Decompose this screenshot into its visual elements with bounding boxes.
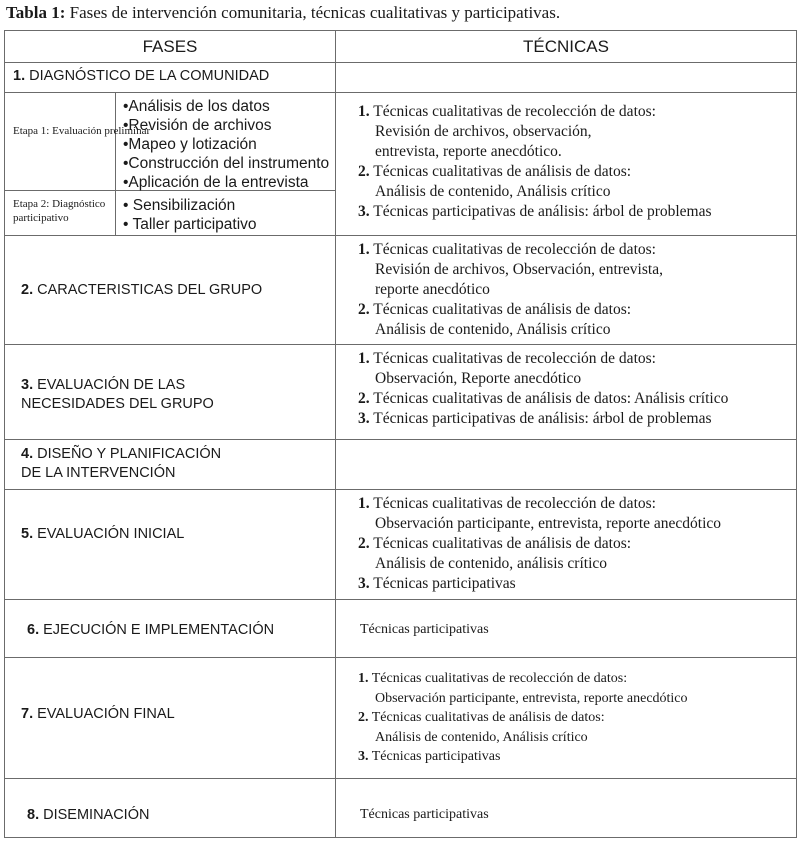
list-item: 2. Técnicas cualitativas de análisis de datos: <box>358 710 605 725</box>
techniques-cell <box>336 345 796 439</box>
table-row <box>5 92 796 235</box>
list-item: Revisión de archivos, Observación, entrevista, <box>375 261 663 278</box>
list-item: Análisis de contenido, Análisis crítico <box>375 321 611 338</box>
list-item: 3. Técnicas participativas <box>358 749 501 764</box>
tech-plain: Técnicas participativas <box>360 807 489 822</box>
phase-3-title: 3. EVALUACIÓN DE LAS NECESIDADES DEL GRUPO <box>21 377 214 412</box>
list-item: 3. Técnicas participativas de análisis: árbol de problemas <box>358 410 712 427</box>
etapa-2-label: Etapa 2: Diagnóstico participativo <box>13 198 106 224</box>
etapa-1-list <box>123 97 329 192</box>
phase-4-title: 4. DISEÑO Y PLANIFICACIÓN DE LA INTERVENCIÓN <box>21 446 222 481</box>
list-item: •Construcción del instrumento <box>123 155 330 172</box>
table-row <box>5 657 796 778</box>
list-item: •Revisión de archivos <box>123 117 272 134</box>
caption-text: Fases de intervención comunitaria, técnicas cualitativas y participativas. <box>65 3 561 22</box>
list-item: 1. Técnicas cualitativas de recolección de datos: <box>358 241 656 258</box>
table-row <box>5 489 796 599</box>
list-item: 1. Técnicas cualitativas de recolección de datos: <box>358 350 656 367</box>
list-item: •Mapeo y lotización <box>123 136 257 153</box>
techniques-cell <box>336 658 796 778</box>
list-item: 1. Técnicas cualitativas de recolección de datos: <box>358 671 628 686</box>
list-item: 1. Técnicas cualitativas de recolección de datos: <box>358 103 656 120</box>
list-item: •Aplicación de la entrevista <box>123 174 309 191</box>
tech-list <box>358 240 663 340</box>
list-item: Observación, Reporte anecdótico <box>375 370 582 387</box>
list-item: 1. Técnicas cualitativas de recolección de datos: <box>358 495 656 512</box>
list-item: •Análisis de los datos <box>123 98 270 115</box>
table-row <box>5 599 796 657</box>
tech-list <box>358 669 688 767</box>
list-item: Análisis de contenido, Análisis crítico <box>375 729 588 745</box>
list-item: Revisión de archivos, observación, <box>375 123 592 140</box>
list-item: • Taller participativo <box>123 216 257 233</box>
table-caption <box>6 3 560 23</box>
table-row <box>5 62 796 92</box>
list-item: reporte anecdótico <box>375 281 490 298</box>
list-item: • Sensibilización <box>123 197 236 214</box>
list-item: 3. Técnicas participativas <box>358 575 516 592</box>
phase-1-title: 1. DIAGNÓSTICO DE LA COMUNIDAD <box>13 68 270 84</box>
list-item: 2. Técnicas cualitativas de análisis de datos: <box>358 535 632 552</box>
etapa-2-list <box>123 196 257 234</box>
tech-plain: Técnicas participativas <box>360 622 489 637</box>
list-item: 3. Técnicas participativas de análisis: árbol de problemas <box>358 203 712 220</box>
techniques-cell <box>336 490 796 599</box>
list-item: 2. Técnicas cualitativas de análisis de datos: Análisis crítico <box>358 390 729 407</box>
list-item: Análisis de contenido, Análisis crítico <box>375 183 611 200</box>
phase-8-title: 8. DISEMINACIÓN <box>27 807 150 823</box>
caption-label: Tabla 1: <box>6 3 66 22</box>
list-item: 2. Técnicas cualitativas de análisis de datos: <box>358 163 632 180</box>
phase-7-title: 7. EVALUACIÓN FINAL <box>21 706 175 722</box>
table-row <box>5 439 796 489</box>
table-header-row <box>5 31 796 62</box>
header-fases: FASES <box>142 36 198 56</box>
tech-list <box>358 102 712 222</box>
table-row <box>5 235 796 344</box>
tech-list <box>358 494 721 594</box>
list-item: entrevista, reporte anecdótico. <box>375 143 562 160</box>
list-item: Análisis de contenido, análisis crítico <box>375 555 608 572</box>
list-item: Observación participante, entrevista, reporte anecdótico <box>375 515 722 532</box>
table-row <box>5 344 796 439</box>
list-item: 2. Técnicas cualitativas de análisis de datos: <box>358 301 632 318</box>
techniques-cell <box>336 236 796 344</box>
phase-2-title: 2. CARACTERISTICAS DEL GRUPO <box>21 282 263 298</box>
tech-list <box>358 349 728 429</box>
phases-table <box>4 30 797 838</box>
header-tecnicas: TÉCNICAS <box>523 36 609 56</box>
table-row <box>5 778 796 838</box>
phase-6-title: 6. EJECUCIÓN E IMPLEMENTACIÓN <box>27 622 275 638</box>
phase-5-title: 5. EVALUACIÓN INICIAL <box>21 526 185 542</box>
techniques-cell <box>336 93 796 235</box>
techniques-cell <box>336 779 796 838</box>
etapa-1-label: Etapa 1: Evaluación preliminar <box>13 125 151 137</box>
list-item: Observación participante, entrevista, reporte anecdótico <box>375 690 688 706</box>
techniques-cell <box>336 600 796 657</box>
